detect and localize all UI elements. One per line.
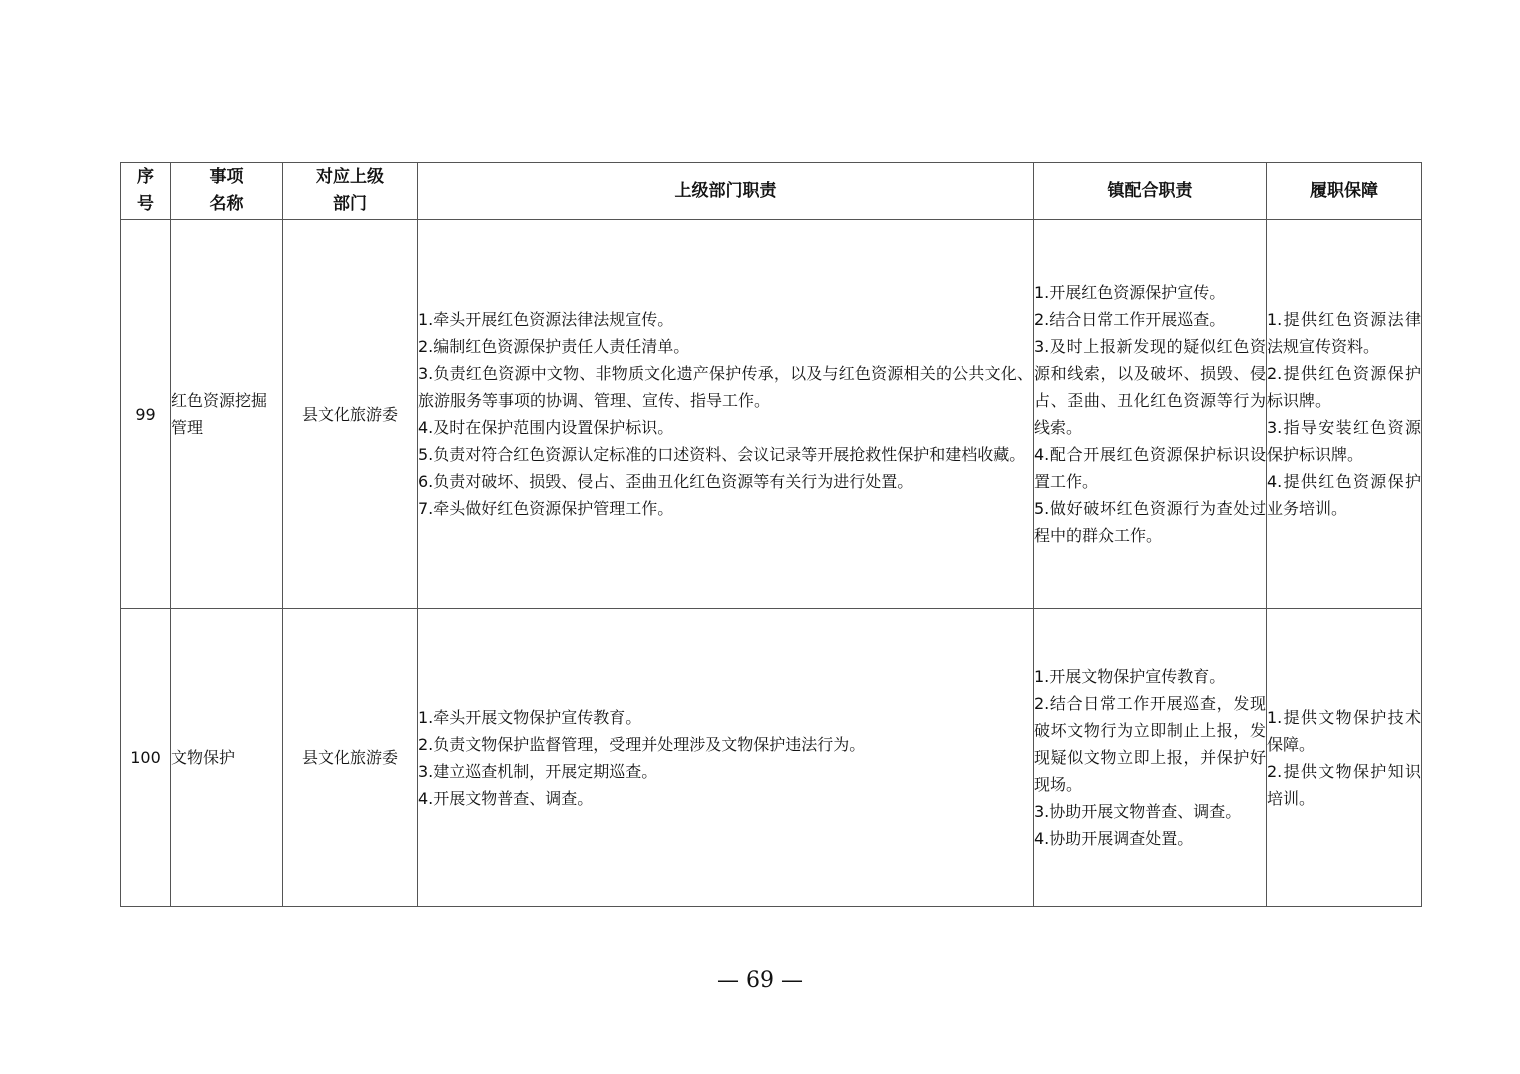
- list-item: 5.做好破坏红色资源行为查处过程中的群众工作。: [1034, 499, 1266, 545]
- list-item: 3.负责红色资源中文物、非物质文化遗产保护传承，以及与红色资源相关的公共文化、旅游服务等事项的协调、管理、宣传、指导工作。: [418, 364, 1033, 410]
- upper-department: 县文化旅游委: [283, 220, 418, 609]
- list-item: 4.及时在保护范围内设置保护标识。: [418, 418, 674, 437]
- list-item: 4.开展文物普查、调查。: [418, 788, 594, 808]
- list-item: 2.负责文物保护监督管理，受理并处理涉及文物保护违法行为。: [418, 734, 866, 754]
- list-item: 3.协助开展文物普查、调查。: [1034, 802, 1242, 821]
- list-item: 1.牵头开展红色资源法律法规宣传。: [418, 310, 674, 329]
- list-item: 5.负责对符合红色资源认定标准的口述资料、会议记录等开展抢救性保护和建档收藏。: [418, 445, 1026, 464]
- header-upper-duties: 上级部门职责: [418, 163, 1034, 220]
- list-item: 3.指导安装红色资源保护标识牌。: [1267, 418, 1421, 464]
- list-item: 4.提供红色资源保护业务培训。: [1267, 472, 1421, 518]
- list-item: 1.提供文物保护技术保障。: [1267, 707, 1421, 754]
- page-number: — 69 —: [717, 968, 803, 993]
- list-item: 2.提供红色资源保护标识牌。: [1267, 364, 1421, 410]
- upper-department: 县文化旅游委: [283, 609, 418, 907]
- list-item: 2.编制红色资源保护责任人责任清单。: [418, 337, 690, 356]
- list-item: 4.协助开展调查处置。: [1034, 829, 1194, 848]
- duty-table: [120, 162, 1422, 907]
- list-item: 1.开展红色资源保护宣传。: [1034, 283, 1226, 302]
- list-item: 2.结合日常工作开展巡查。: [1034, 310, 1226, 329]
- list-item: 3.建立巡查机制，开展定期巡查。: [418, 761, 658, 781]
- list-item: 1.牵头开展文物保护宣传教育。: [418, 707, 642, 727]
- header-no: 序号: [121, 163, 171, 220]
- guarantee: [1267, 609, 1422, 907]
- row-number: 100: [121, 609, 171, 907]
- list-item: 1.提供红色资源法律法规宣传资料。: [1267, 310, 1421, 356]
- header-dept: 对应上级部门: [283, 163, 418, 220]
- list-item: 3.及时上报新发现的疑似红色资源和线索，以及破坏、损毁、侵占、歪曲、丑化红色资源等行为线索。: [1034, 337, 1266, 437]
- table-row: [121, 220, 1422, 609]
- header-row: [121, 163, 1422, 220]
- town-duties: [1034, 609, 1267, 907]
- town-duties: [1034, 220, 1267, 609]
- upper-duties: [418, 220, 1034, 609]
- table-row: [121, 609, 1422, 907]
- guarantee: [1267, 220, 1422, 609]
- header-town-duties: 镇配合职责: [1034, 163, 1267, 220]
- list-item: 7.牵头做好红色资源保护管理工作。: [418, 499, 674, 518]
- header-name: 事项名称: [171, 163, 283, 220]
- list-item: 4.配合开展红色资源保护标识设置工作。: [1034, 445, 1266, 491]
- item-name: 红色资源挖掘管理: [171, 220, 283, 609]
- header-guarantee: 履职保障: [1267, 163, 1422, 220]
- list-item: 2.提供文物保护知识培训。: [1267, 761, 1421, 808]
- item-name: 文物保护: [171, 609, 283, 907]
- upper-duties: [418, 609, 1034, 907]
- list-item: 2.结合日常工作开展巡查，发现破坏文物行为立即制止上报，发现疑似文物立即上报，并保护好现场。: [1034, 694, 1266, 794]
- list-item: 1.开展文物保护宣传教育。: [1034, 667, 1226, 686]
- list-item: 6.负责对破坏、损毁、侵占、歪曲丑化红色资源等有关行为进行处置。: [418, 472, 914, 491]
- row-number: 99: [121, 220, 171, 609]
